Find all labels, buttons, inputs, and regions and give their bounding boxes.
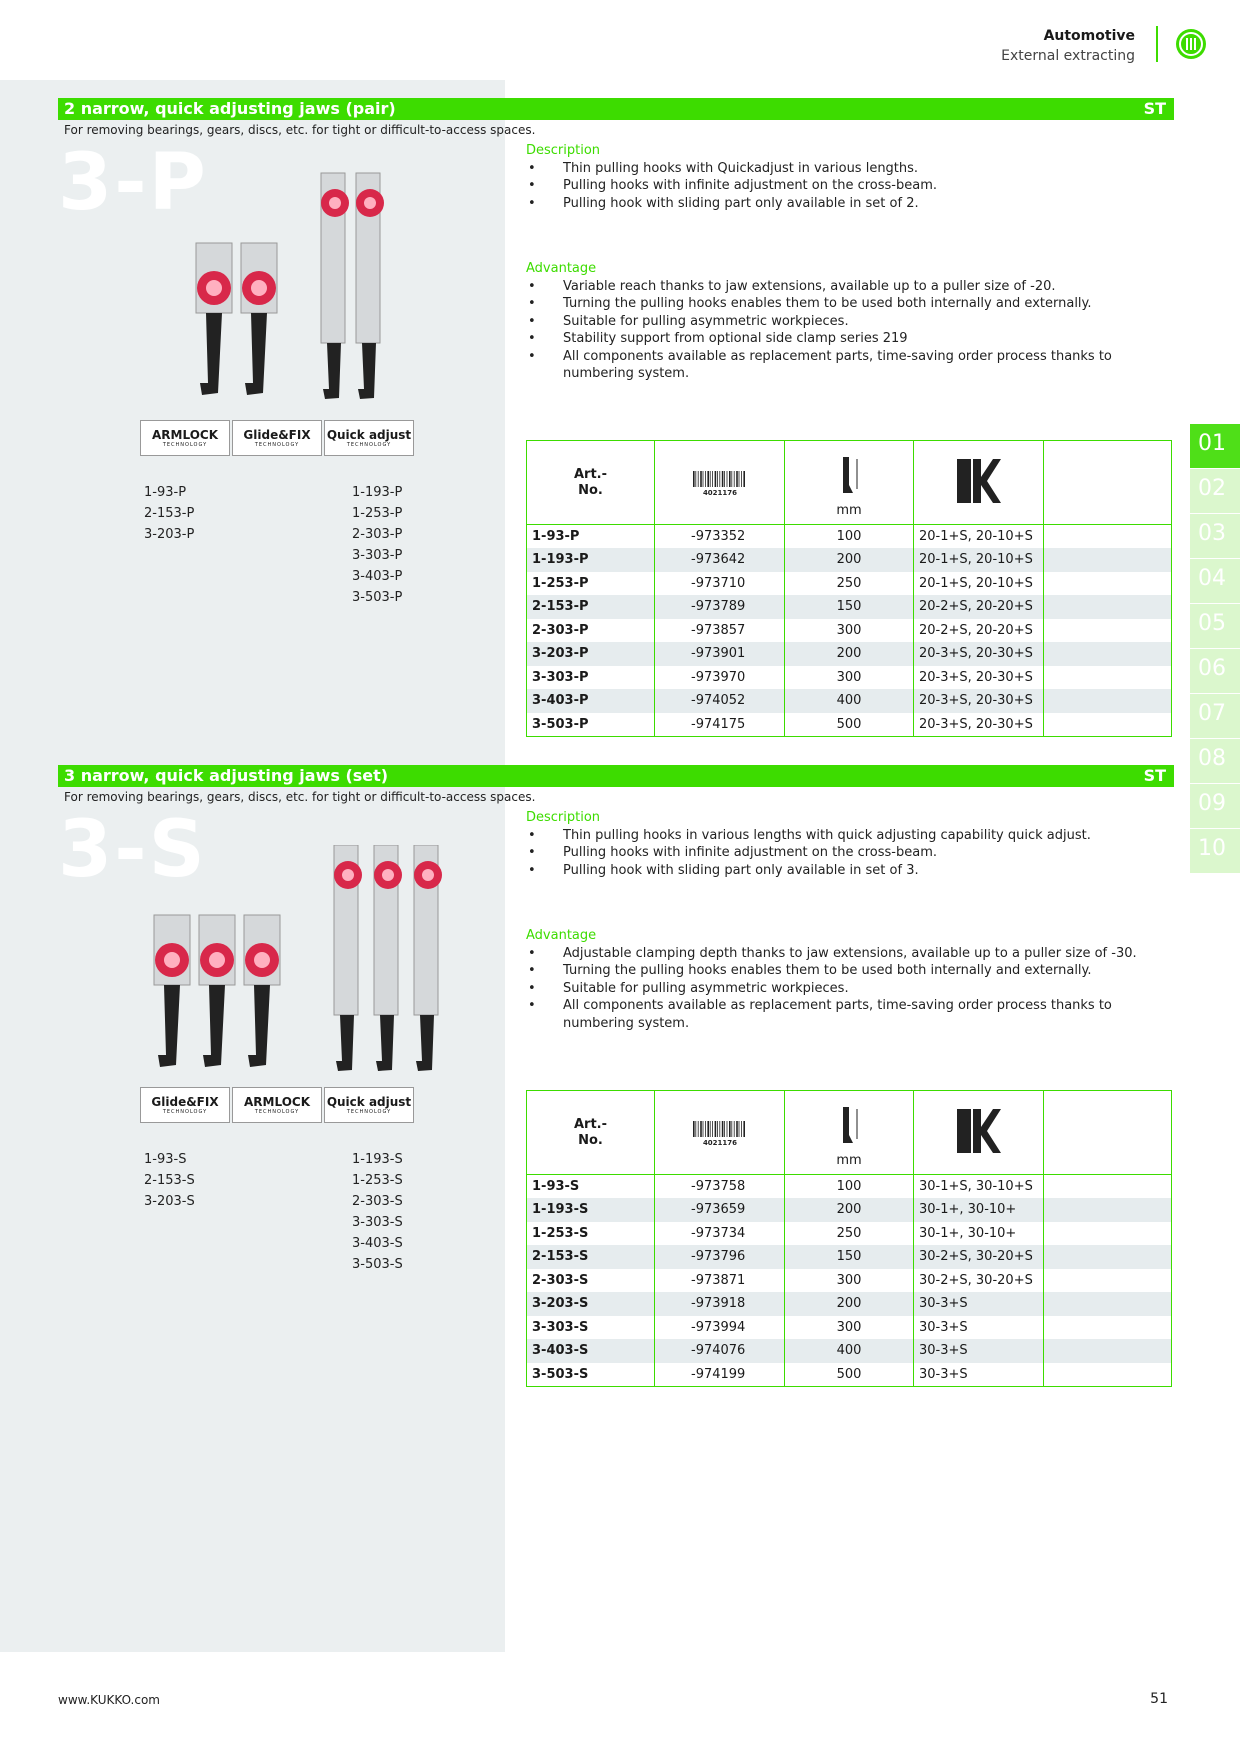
variant-item: 3-303-P [352,548,403,563]
cell-artno: 1-253-S [527,1222,655,1246]
cell-combinable: 30-1+, 30-10+ [914,1222,1044,1246]
cell-artno: 1-93-S [527,1175,655,1199]
cell-artno: 3-503-P [527,713,655,737]
product-photo-set [104,845,464,1085]
technology-badges [140,420,414,456]
svg-text:4021176: 4021176 [702,489,737,497]
advantage-item: • Turning the pulling hooks enables them to be used both internally and externally. [526,962,1166,980]
cell-ean: -974076 [655,1339,785,1363]
cell-reach: 200 [785,548,914,572]
advantage-item: • Suitable for pulling asymmetric workpieces. [526,313,1166,331]
description-block [526,809,1166,879]
cell-combinable: 30-1+S, 30-10+S [914,1175,1044,1199]
advantage-title: Advantage [526,928,597,943]
cell-reach: 300 [785,1269,914,1293]
cell-reach: 200 [785,642,914,666]
armlock-badge: ARMLOCK TECHNOLOGY [232,1087,322,1123]
cell-empty [1044,1175,1172,1199]
table-row [527,619,1172,643]
spec-table [526,1090,1172,1387]
variant-item: 1-253-S [352,1173,403,1188]
section-big-code: 3-P [58,138,208,228]
page-header [1001,26,1135,66]
cell-combinable: 30-1+, 30-10+ [914,1198,1044,1222]
cell-empty [1044,1292,1172,1316]
cell-reach: 200 [785,1292,914,1316]
table-row [527,548,1172,572]
cell-artno: 3-503-S [527,1363,655,1387]
table-row [527,595,1172,619]
table-row [527,666,1172,690]
cell-artno: 1-193-S [527,1198,655,1222]
product-section-set [58,765,1174,1405]
cell-reach: 100 [785,525,914,549]
cell-ean: -973918 [655,1292,785,1316]
cell-ean: -973352 [655,525,785,549]
cell-reach: 500 [785,1363,914,1387]
cell-artno: 1-93-P [527,525,655,549]
cell-empty [1044,1339,1172,1363]
chapter-tab-06[interactable]: 06 [1190,649,1240,694]
variant-item: 3-503-S [352,1257,403,1272]
chapter-tabs [1190,424,1240,874]
page-number: 51 [1150,1691,1168,1707]
cell-artno: 2-303-S [527,1269,655,1293]
table-row [527,1269,1172,1293]
chapter-tab-07[interactable]: 07 [1190,694,1240,739]
cell-empty [1044,666,1172,690]
cell-combinable: 30-2+S, 30-20+S [914,1269,1044,1293]
header-unit: mm [836,1153,862,1168]
chapter-tab-09[interactable]: 09 [1190,784,1240,829]
chapter-tab-01[interactable]: 01 [1190,424,1240,469]
section-title-bar [58,98,1174,120]
variant-item: 1-193-P [352,485,403,500]
variant-list-left [144,1149,195,1212]
variant-list-right [352,1149,403,1275]
cell-empty [1044,1316,1172,1340]
cell-artno: 3-203-P [527,642,655,666]
variant-item: 3-303-S [352,1215,403,1230]
variant-item: 3-203-S [144,1194,195,1209]
cell-combinable: 20-1+S, 20-10+S [914,548,1044,572]
table-row [527,713,1172,737]
variant-item: 1-93-P [144,485,187,500]
table-row [527,642,1172,666]
advantage-title: Advantage [526,261,597,276]
cell-reach: 250 [785,572,914,596]
advantage-item: • Turning the pulling hooks enables them to be used both internally and externally. [526,295,1166,313]
cell-artno: 2-303-P [527,619,655,643]
section-big-code: 3-S [58,805,207,895]
table-row [527,1222,1172,1246]
variant-item: 1-93-S [144,1152,187,1167]
section-intro: For removing bearings, gears, discs, etc. for tight or difficult-to-access spaces. [64,123,536,137]
section-title: 3 narrow, quick adjusting jaws (set) [64,766,389,785]
subcategory-title: External extracting [1001,48,1135,64]
cell-empty [1044,595,1172,619]
cell-combinable: 20-2+S, 20-20+S [914,619,1044,643]
description-item: • Thin pulling hooks in various lengths with quick adjusting capability quick adjust. [526,827,1166,845]
cell-reach: 200 [785,1198,914,1222]
table-header-row [527,441,1172,525]
cell-empty [1044,1198,1172,1222]
cell-artno: 2-153-S [527,1245,655,1269]
cell-reach: 150 [785,1245,914,1269]
header-artno: Art.- No. [527,441,655,525]
table-header-row [527,1091,1172,1175]
cell-empty [1044,1222,1172,1246]
cell-combinable: 20-3+S, 20-30+S [914,689,1044,713]
cell-combinable: 20-3+S, 20-30+S [914,713,1044,737]
section-code: ST [1143,766,1166,785]
cell-combinable: 30-2+S, 30-20+S [914,1245,1044,1269]
cell-ean: -973901 [655,642,785,666]
chapter-tab-04[interactable]: 04 [1190,559,1240,604]
chapter-tab-02[interactable]: 02 [1190,469,1240,514]
table-row [527,572,1172,596]
chapter-tab-08[interactable]: 08 [1190,739,1240,784]
cell-artno: 2-153-P [527,595,655,619]
cell-reach: 500 [785,713,914,737]
chapter-tab-03[interactable]: 03 [1190,514,1240,559]
cell-ean: -973871 [655,1269,785,1293]
cell-combinable: 30-3+S [914,1363,1044,1387]
cell-reach: 150 [785,595,914,619]
variant-item: 2-303-P [352,527,403,542]
description-item: • Pulling hooks with infinite adjustment on the cross-beam. [526,177,1166,195]
table-row [527,1175,1172,1199]
header-ean-icon [655,441,785,525]
header-empty [1044,1091,1172,1175]
cell-reach: 300 [785,666,914,690]
cell-artno: 1-253-P [527,572,655,596]
cell-ean: -973710 [655,572,785,596]
advantage-item: • Stability support from optional side clamp series 219 [526,330,1166,348]
header-reach-icon [785,1091,914,1175]
cell-combinable: 30-3+S [914,1292,1044,1316]
table-row [527,1316,1172,1340]
table-row [527,1339,1172,1363]
cell-combinable: 30-3+S [914,1316,1044,1340]
header-ean-icon [655,1091,785,1175]
cell-reach: 300 [785,619,914,643]
description-item: • Thin pulling hooks with Quickadjust in various lengths. [526,160,1166,178]
cell-empty [1044,525,1172,549]
product-section-pair [58,98,1174,738]
header-unit: mm [836,503,862,518]
table-row [527,1245,1172,1269]
advantage-item: • All components available as replacement parts, time-saving order process thanks to numbering system. [526,348,1166,383]
cell-empty [1044,1245,1172,1269]
kukko-logo-icon [1175,28,1207,60]
cell-empty [1044,1363,1172,1387]
cell-reach: 400 [785,689,914,713]
advantage-list [526,945,1166,1033]
advantage-block [526,260,1166,383]
description-title: Description [526,143,601,158]
advantage-item: • All components available as replacement parts, time-saving order process thanks to numbering system. [526,997,1166,1032]
cell-ean: -974199 [655,1363,785,1387]
header-combinable-icon [914,1091,1044,1175]
header-divider [1156,26,1158,62]
chapter-tab-05[interactable]: 05 [1190,604,1240,649]
table-row [527,1198,1172,1222]
cell-empty [1044,1269,1172,1293]
variant-item: 1-253-P [352,506,403,521]
variant-item: 2-303-S [352,1194,403,1209]
quickadjust-badge: Quick adjust TECHNOLOGY [324,1087,414,1123]
cell-ean: -973659 [655,1198,785,1222]
table-row [527,1363,1172,1387]
cell-ean: -973970 [655,666,785,690]
advantage-item: • Variable reach thanks to jaw extensions, available up to a puller size of -20. [526,278,1166,296]
variant-item: 2-153-P [144,506,195,521]
cell-ean: -974175 [655,713,785,737]
header-artno: Art.- No. [527,1091,655,1175]
header-combinable-icon [914,441,1044,525]
cell-artno: 3-403-S [527,1339,655,1363]
chapter-tab-10[interactable]: 10 [1190,829,1240,874]
cell-combinable: 20-1+S, 20-10+S [914,525,1044,549]
quickadjust-badge: Quick adjust TECHNOLOGY [324,420,414,456]
cell-reach: 400 [785,1339,914,1363]
variant-item: 2-153-S [144,1173,195,1188]
cell-combinable: 20-3+S, 20-30+S [914,666,1044,690]
cell-ean: -973994 [655,1316,785,1340]
cell-combinable: 20-2+S, 20-20+S [914,595,1044,619]
cell-combinable: 30-3+S [914,1339,1044,1363]
cell-ean: -974052 [655,689,785,713]
advantage-item: • Adjustable clamping depth thanks to jaw extensions, available up to a puller size of -30. [526,945,1166,963]
cell-empty [1044,713,1172,737]
cell-artno: 3-203-S [527,1292,655,1316]
variant-list-left [144,482,194,545]
header-reach-icon [785,441,914,525]
armlock-badge: ARMLOCK TECHNOLOGY [140,420,230,456]
cell-empty [1044,548,1172,572]
variant-item: 3-203-P [144,527,195,542]
cell-artno: 3-303-P [527,666,655,690]
table-row [527,689,1172,713]
variant-item: 1-193-S [352,1152,403,1167]
section-intro: For removing bearings, gears, discs, etc. for tight or difficult-to-access spaces. [64,790,536,804]
footer-website[interactable]: www.KUKKO.com [58,1693,160,1707]
variant-list-right [352,482,402,608]
section-code: ST [1143,99,1166,118]
cell-reach: 250 [785,1222,914,1246]
cell-ean: -973758 [655,1175,785,1199]
description-item: • Pulling hook with sliding part only available in set of 2. [526,195,1166,213]
svg-text:4021176: 4021176 [702,1139,737,1147]
cell-empty [1044,642,1172,666]
product-photo-pair [126,168,416,408]
cell-ean: -973796 [655,1245,785,1269]
technology-badges [140,1087,414,1123]
section-title: 2 narrow, quick adjusting jaws (pair) [64,99,396,118]
advantage-list [526,278,1166,383]
section-title-bar [58,765,1174,787]
cell-ean: -973789 [655,595,785,619]
glidefix-badge: Glide&FIX TECHNOLOGY [140,1087,230,1123]
cell-empty [1044,619,1172,643]
cell-artno: 3-403-P [527,689,655,713]
cell-reach: 300 [785,1316,914,1340]
description-list [526,160,1166,213]
cell-empty [1044,689,1172,713]
cell-reach: 100 [785,1175,914,1199]
variant-item: 3-403-S [352,1236,403,1251]
table-row [527,525,1172,549]
cell-ean: -973734 [655,1222,785,1246]
cell-combinable: 20-1+S, 20-10+S [914,572,1044,596]
description-block [526,142,1166,212]
description-item: • Pulling hooks with infinite adjustment on the cross-beam. [526,844,1166,862]
cell-artno: 1-193-P [527,548,655,572]
table-row [527,1292,1172,1316]
cell-artno: 3-303-S [527,1316,655,1340]
header-empty [1044,441,1172,525]
variant-item: 3-503-P [352,590,403,605]
category-title: Automotive [1043,28,1135,44]
cell-empty [1044,572,1172,596]
cell-ean: -973642 [655,548,785,572]
advantage-block [526,927,1166,1032]
variant-item: 3-403-P [352,569,403,584]
description-item: • Pulling hook with sliding part only available in set of 3. [526,862,1166,880]
description-title: Description [526,810,601,825]
description-list [526,827,1166,880]
advantage-item: • Suitable for pulling asymmetric workpieces. [526,980,1166,998]
cell-ean: -973857 [655,619,785,643]
glidefix-badge: Glide&FIX TECHNOLOGY [232,420,322,456]
cell-combinable: 20-3+S, 20-30+S [914,642,1044,666]
spec-table [526,440,1172,737]
